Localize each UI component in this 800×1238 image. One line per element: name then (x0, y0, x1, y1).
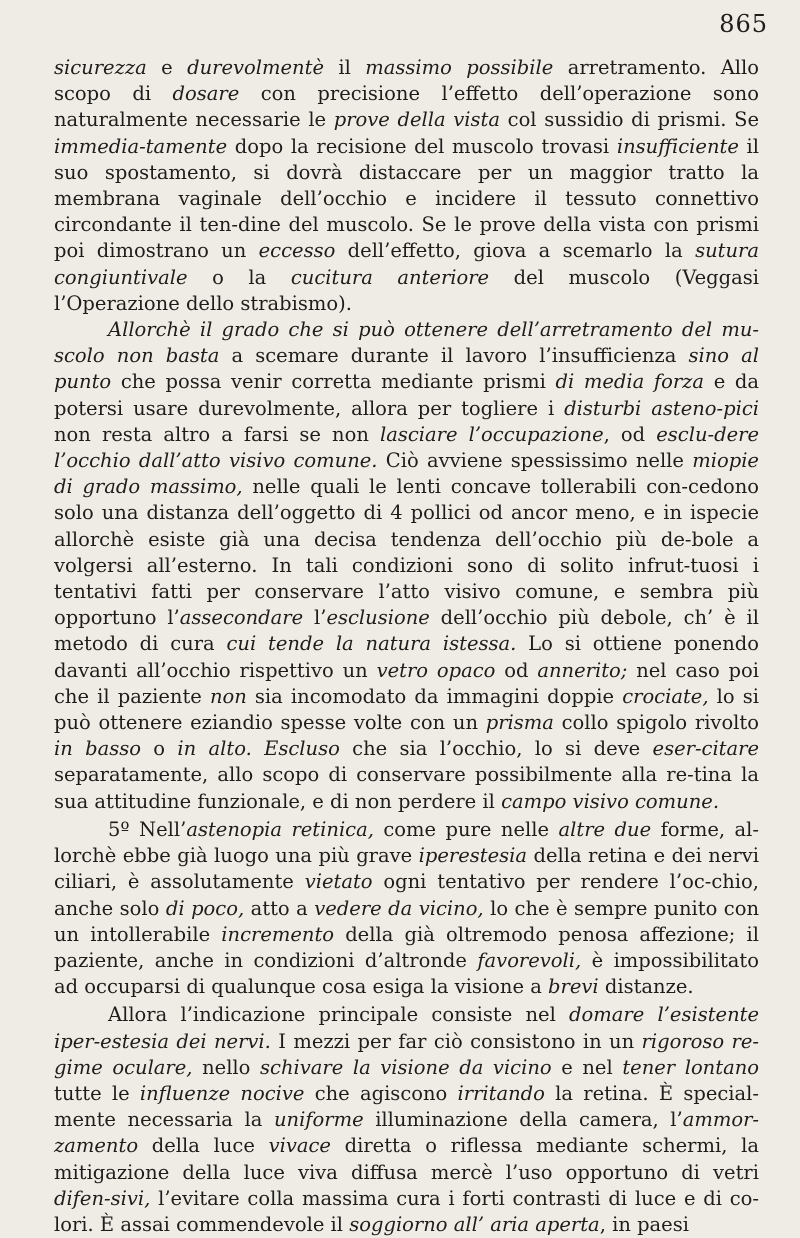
text-run: sia incomodato da immagini doppie (246, 684, 623, 708)
emphasis: durevolmentè (187, 56, 324, 79)
emphasis: esclusione (326, 606, 430, 630)
emphasis: vietato (304, 870, 373, 894)
text-run: distanze. (598, 975, 694, 999)
paragraph-operation-dosing (54, 55, 759, 317)
text-run: a scemare durante il lavoro l’insufficienza (219, 344, 689, 368)
text-run: che agiscono (304, 1081, 458, 1105)
emphasis: schivare la visione da vicino (260, 1055, 552, 1079)
text-run: lo che è sempre punito con un intollerabile (54, 896, 760, 946)
text-run: e da potersi usare durevolmente, allora per togliere i (54, 370, 759, 420)
text-run: , od (603, 422, 657, 446)
emphasis: soggiorno all’ aria aperta (349, 1212, 600, 1236)
emphasis: non (209, 684, 247, 708)
text-run: della luce (138, 1134, 269, 1158)
emphasis: di media forza (555, 370, 705, 394)
emphasis: uniforme (273, 1108, 364, 1132)
text-run: lo si può ottenere eziandio spesse volte con un (54, 684, 760, 735)
emphasis: iperestesia (418, 844, 528, 868)
emphasis: ammor-zamento (54, 1108, 760, 1158)
page-number: 865 (719, 10, 768, 38)
text-run: che sia l’occhio, lo si deve (339, 737, 653, 761)
text-run: Allora l’indicazione principale consiste nel (108, 1003, 570, 1027)
emphasis: brevi (548, 975, 599, 999)
emphasis: irritando (457, 1081, 545, 1105)
text-run: arretramento. Allo scopo di (54, 56, 760, 106)
text-run: come pure nelle (373, 817, 559, 841)
text-run: nelle quali le lenti concave tollerabili con-cedono solo una distanza dell’oggetto di 4 pollici od ancor meno, e in ispecie allorchè esiste già una decisa tendenza dell’occhio più de-bole a volgersi all’esterno. In tali condizioni sono di solito infrut-tuosi i tentativi fatti per conservare l’atto visivo comune, e sembra più opportuno l’ (54, 475, 759, 630)
emphasis: campo visivo comune. (501, 789, 720, 813)
text-run: od (495, 658, 538, 682)
emphasis: Allorchè il grado che si può ottenere dell’arretramento del mu-scolo non basta (54, 318, 759, 368)
emphasis: lasciare l’occupazione (380, 422, 604, 446)
text-run: della retina e dei nervi ciliari, è assolutamente (54, 844, 759, 894)
emphasis: domare l’esistente iper-estesia dei nervi. (54, 1003, 760, 1053)
emphasis: sutura congiuntivale (54, 239, 759, 289)
emphasis: crociate, (622, 684, 709, 708)
emphasis: prove della vista (333, 108, 500, 132)
text-run: forme, al-lorchè ebbe già luogo una più grave (54, 817, 759, 868)
paragraph-indication (54, 1002, 759, 1238)
paragraph-exclusion (54, 317, 759, 815)
emphasis: assecondare (179, 606, 304, 630)
text-run: nello (192, 1055, 261, 1079)
emphasis: eser-citare (652, 737, 760, 761)
text-run: dell’effetto, giova a scemarlo la (335, 239, 696, 263)
text-run: o la (187, 265, 291, 289)
emphasis: immedia-tamente (54, 134, 228, 158)
emphasis: favorevoli, (477, 948, 582, 972)
text-run: nel caso poi che il paziente (54, 658, 760, 708)
text-run: diretta o riflessa mediante schermi, la mitigazione della luce viva diffusa mercè l’uso opportuno di vetri (54, 1134, 759, 1184)
emphasis: vivace (268, 1134, 331, 1158)
emphasis: di poco, (165, 896, 245, 920)
text-run: del muscolo (Veggasi l’Operazione dello strabismo). (54, 265, 760, 315)
emphasis: rigoroso re-gime oculare, (54, 1029, 759, 1079)
text-run: con precisione l’effetto dell’operazione sono naturalmente necessarie le (54, 82, 759, 132)
text-run: il suo spostamento, si dovrà distaccare per un maggior tratto la membrana vaginale dell’occhio e incidere il tessuto connettivo circondante il ten-dine del muscolo. Se le prove della vista con prismi poi dimostrano un (54, 134, 759, 263)
emphasis: altre due (558, 817, 652, 841)
emphasis: difen-sivi, (54, 1186, 151, 1210)
emphasis: sino al punto (54, 344, 759, 394)
text-run: o (140, 737, 178, 761)
emphasis: influenze nocive (139, 1081, 305, 1105)
emphasis: eccesso (258, 239, 336, 263)
emphasis: cucitura anteriore (290, 265, 490, 289)
text-run: il (324, 56, 366, 79)
text-run: l’evitare colla massima cura i forti contrasti di luce e di co-lori. È assai commendevole il (54, 1186, 759, 1236)
emphasis: insufficiente (616, 134, 739, 158)
emphasis: miopie di grado massimo, (54, 449, 759, 499)
text-run: ogni tentativo per rendere l’oc-chio, anche solo (54, 870, 759, 920)
text-run: la retina. È special-mente necessaria la (54, 1081, 759, 1132)
text-run: e nel (551, 1055, 623, 1079)
text-run: tutte le (54, 1081, 140, 1105)
text-run: dell’occhio più debole, ch’ è il metodo di cura (54, 606, 759, 656)
emphasis: in basso (54, 737, 141, 761)
text-run: Ciò avviene spessissimo nelle (377, 449, 693, 473)
emphasis: astenopia retinica, (186, 817, 374, 841)
emphasis: massimo possibile (365, 56, 554, 79)
emphasis: sicurezza (54, 56, 147, 79)
emphasis: prisma (485, 711, 554, 735)
text-run: illuminazione della camera, l’ (363, 1108, 683, 1132)
text-run: è impossibilitato ad occuparsi di qualunque cosa esiga la visione a (54, 948, 759, 999)
emphasis: Escluso (264, 737, 340, 761)
emphasis: vedere da vicino, (314, 896, 484, 920)
text-run: col sussidio di prismi. Se (500, 108, 759, 132)
text-run (252, 737, 264, 760)
text-run: I mezzi per far ciò consistono in un (270, 1029, 642, 1053)
emphasis: disturbi asteno-pici (564, 396, 759, 420)
emphasis: vetro opaco (376, 658, 496, 682)
text-run: , in paesi (599, 1212, 689, 1236)
emphasis: dosare (172, 82, 240, 106)
text-run: e (146, 56, 188, 79)
text-run: atto a (244, 896, 315, 920)
text-run: separatamente, allo scopo di conservare possibilmente alla re-tina la sua attitudine funzionale, e di non perdere il (54, 763, 759, 813)
text-run: l’ (303, 606, 327, 630)
text-run: collo spigolo rivolto (553, 711, 759, 735)
text-run: della già oltremodo penosa affezione; il paziente, anche in condizioni d’altronde (54, 922, 759, 972)
emphasis: incremento (221, 922, 335, 946)
text-run: che possa venir corretta mediante prismi (111, 370, 556, 394)
emphasis: esclu-dere l’occhio dall’atto visivo comune. (54, 422, 759, 473)
emphasis: in alto. (177, 737, 252, 761)
body-text (54, 55, 759, 1238)
emphasis: tener lontano (622, 1055, 760, 1079)
emphasis: annerito; (537, 658, 628, 682)
emphasis: cui tende la natura istessa. (226, 632, 517, 656)
text-run: 5º Nell’ (108, 817, 187, 841)
text-run: non resta altro a farsi se non (54, 422, 380, 446)
text-run: dopo la recisione del muscolo trovasi (227, 134, 617, 158)
paragraph-retinal-asthenopia (54, 817, 759, 1000)
text-run: Lo si ottiene ponendo davanti all’occhio rispettivo un (54, 632, 759, 682)
